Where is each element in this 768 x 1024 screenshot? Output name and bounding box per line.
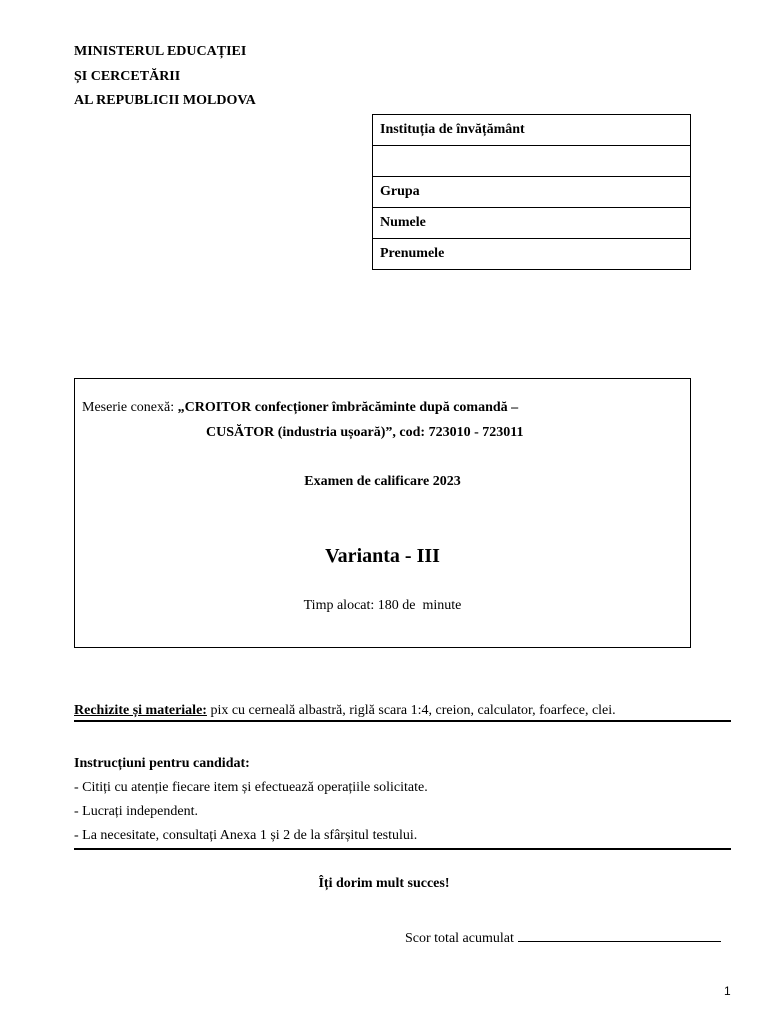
total-score-label: Scor total acumulat: [405, 931, 514, 946]
total-score-field[interactable]: [518, 927, 721, 942]
institution-label: Instituția de învățământ: [373, 115, 691, 146]
trade-line-2: CUSĂTOR (industria ușoară)”, cod: 723010 - 723011: [206, 425, 524, 440]
ministry-line: ȘI CERCETĂRII: [74, 68, 181, 84]
ministry-header: [74, 40, 256, 114]
ministry-line: AL REPUBLICII MOLDOVA: [74, 93, 256, 108]
trade-line-1: [82, 400, 518, 416]
ministry-line: MINISTERUL EDUCAȚIEI: [74, 44, 247, 59]
requisites-line: [74, 703, 731, 722]
instruction-item: - Lucrați independent.: [74, 804, 199, 819]
page-number: 1: [724, 984, 731, 998]
first-name-label: Prenumele: [373, 239, 691, 270]
instruction-item: - Citiți cu atenție fiecare item și efectuează operațiile solicitate.: [74, 780, 428, 795]
exam-info-box: [74, 378, 691, 648]
last-name-label: Numele: [373, 208, 691, 239]
variant-title: Varianta - III: [325, 545, 440, 567]
candidate-info-table: [372, 114, 691, 270]
trade-prefix: Meserie conexă:: [82, 400, 178, 415]
exam-title: Examen de calificare 2023: [304, 474, 461, 489]
time-allotted: Timp alocat: 180 de minute: [303, 598, 462, 613]
requisites-text: pix cu cerneală albastră, riglă scara 1:4, creion, calculator, foarfece, clei.: [206, 703, 616, 718]
good-luck-message: Îți dorim mult succes!: [318, 876, 450, 891]
instructions-block: [74, 752, 731, 850]
group-label: Grupa: [373, 177, 691, 208]
trade-name: „CROITOR confecționer îmbrăcăminte după comandă –: [177, 400, 519, 415]
institution-field[interactable]: [373, 146, 691, 177]
requisites-label: Rechizite și materiale:: [74, 703, 207, 718]
instruction-item: - La necesitate, consultați Anexa 1 și 2 de la sfârșitul testului.: [74, 824, 731, 850]
total-score-line: [405, 927, 721, 947]
instructions-heading: Instrucțiuni pentru candidat:: [74, 756, 250, 771]
